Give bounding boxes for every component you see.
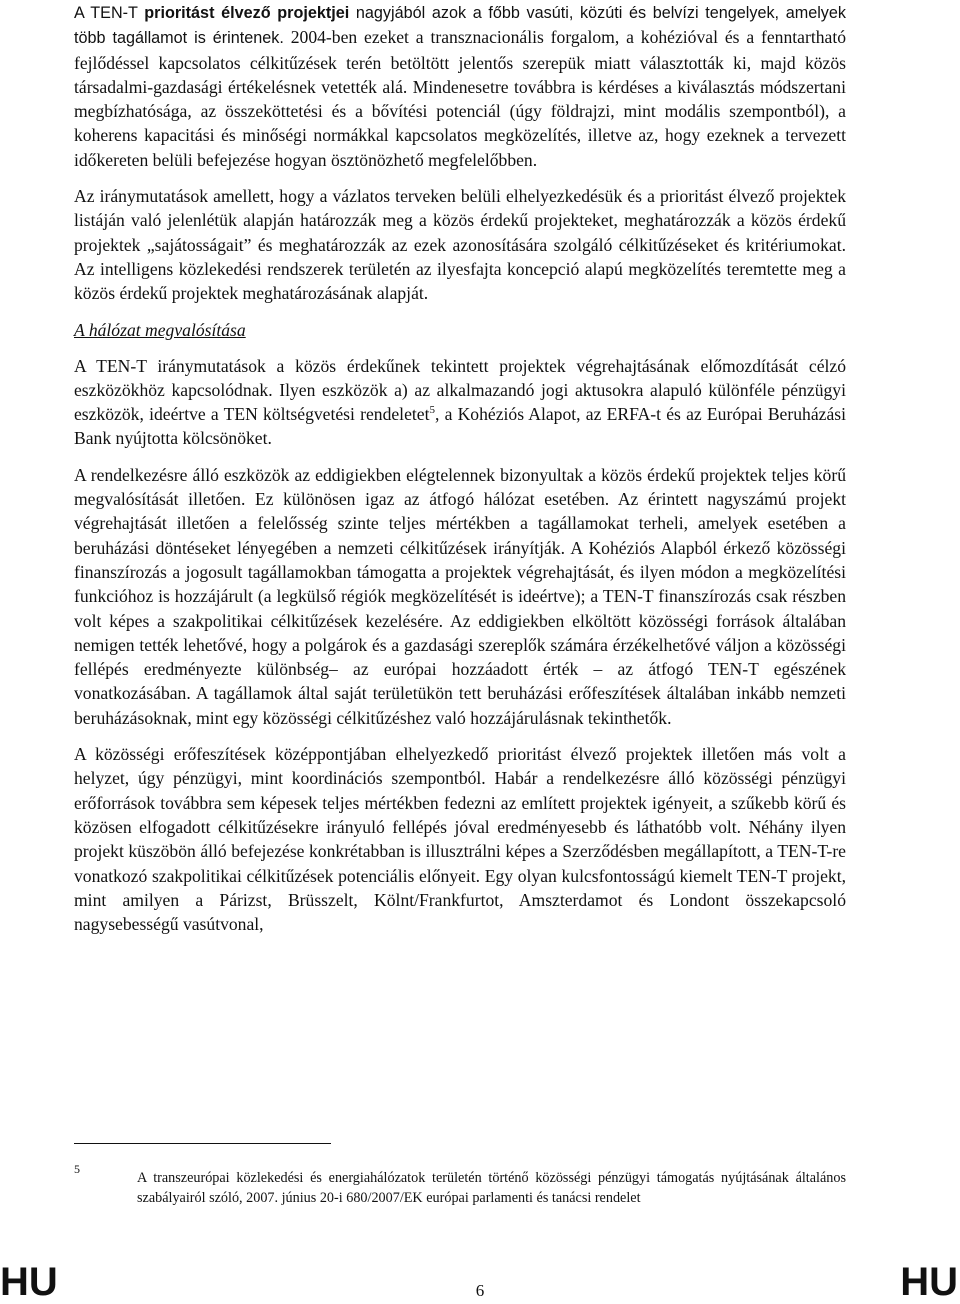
footnote-reference[interactable]: 5 [429, 404, 435, 417]
page-number: 6 [475, 1281, 485, 1300]
paragraph-community-efforts: A közösségi erőfeszítések középpontjában elhelyezkedő prioritást élvező projektek illetően más volt a helyzet, úgy pénzügyi, mint koordinációs szempontból. Habár a rendelkezésre álló közösségi pénzügyi erőforrások továbbra sem képesek teljes mértékben fedezni az említett projektek igényeit, a szűkebb körű és közösen elfogadott célkitűzésekre irányuló fellépés jóval eredményesebb és láthatóbb volt. Néhány ilyen projekt küszöbön álló befejezése konkrétabban is illusztrálni képes a Szerződésben megállapított, a TEN-T-re vonatkozó szakpolitikai célkitűzések potenciális előnyeit. Egy olyan kulcsfontosságú kiemelt TEN-T projekt, mint amilyen a Párizst, Brüsszelt, Kölnt/Frankfurtot, Amszterdamot és Londont összekapcsoló nagysebességű vasútvonal, [74, 744, 846, 935]
paragraph-run: Mindenesetre továbbra is kérdéses a kiválasztás módszertani megbízhatósága, az összeköttetési és a bővítési potenciál (úgy földrajzi, mint modális szempontból), a koherens kapacitási és minőségi normákkal kapcsolatos megközelítés, illetve az, hogy ezeknek a tervezett időkereten belüli befejezése hogyan ösztönözhető megfelelőbben. [74, 76, 846, 170]
section-heading: A hálózat megvalósítása [74, 319, 246, 340]
footnote-number: 5 [74, 1162, 80, 1176]
paragraph-run: nagyjából azok a főbb vasúti, közúti és belvízi tengelyek, amelyek több tagállamot is érintenek. [74, 4, 846, 48]
paragraph-run: A TEN-T [74, 4, 145, 22]
footnote-text: A transzeurópai közlekedési és energiahálózatok területén történő közösségi pénzügyi támogatás nyújtásának általános szabályairól szóló, 2007. június 20-i 680/2007/EK európai parlamenti és tanácsi rendelet [137, 1170, 846, 1206]
language-code-right: HU [900, 1260, 958, 1304]
paragraph-guidelines: Az iránymutatások amellett, hogy a vázlatos terveken belüli elhelyezkedésük és a prioritást élvező projektek listáján való jelenlétük alapján határozzák meg a közös érdekű projekteket, meghatározzák a közös érdekű projektek „sajátosságait” és meghatározzák az ezek azonosítására szolgáló célkitűzéseket és kritériumokat. Az intelligens közlekedési rendszerek területén az ilyesfajta koncepció alapú megközelítés teremtette meg a közös érdekű projektek meghatározásának alapját. [74, 186, 846, 304]
language-code-left: HU [0, 1260, 58, 1304]
paragraph-instruments [74, 354, 846, 451]
document-body [74, 0, 846, 936]
paragraph-priority-projects [74, 0, 846, 172]
paragraph-run: , a Kohéziós Alapot, az ERFA-t és az Európai Beruházási Bank nyújtotta kölcsönöket. [74, 404, 846, 449]
paragraph-run: 2004-ben ezeket a transznacionális forgalom, a kohézióval és a fenntartható fejlődéssel kapcsolatos célkitűzések terén betöltött jelentős szerepük miatt választották ki, majd közös társadalmi-gazdasági értékelésnek vetették alá. [74, 27, 847, 97]
paragraph-run: A TEN-T iránymutatások a közös érdekűnek tekintett projektek végrehajtásának előmozdítását célzó eszközökhöz kapcsolódnak. Ilyen eszközök a) az alkalmazandó jogi aktusokra alapuló különféle pénzügyi eszközök, ideértve a TEN költségvetési rendeletet [74, 355, 846, 425]
footnote-separator [74, 1143, 331, 1144]
paragraph-insufficient-tools: A rendelkezésre álló eszközök az eddigiekben elégtelennek bizonyultak a közös érdekű projektek teljes körű megvalósítását illetően. Ez különösen igaz az átfogó hálózat esetében. Az érintett nagyszámú projekt végrehajtását illetően a felelősség szinte teljes mértékben a tagállamokat terheli, amelyek esetében a beruházási döntéseket lényegében a nemzeti célkitűzések irányítják. A Kohéziós Alapból érkező közösségi finanszírozás a jogosult tagállamokban támogatta a projektek végrehajtását, és ilyen módon a megközelítési funkcióhoz is hozzájárult (a legkülső régiók megközelítését is ideértve); a TEN-T finanszírozás csak részben volt képes a szakpolitikai célkitűzések kezelésére. Az eddigiekben elköltött közösségi források általában nemigen tették lehetővé, hogy a polgárok és a gazdasági szereplők számára érzékelhetővé váljon a közösségi fellépés eredményezte különbség– az európai hozzáadott érték – az átfogó TEN-T egészének vonatkozásában. A tagállamok által saját területükön tett beruházási erőfeszítések általában inkább nemzeti beruházásoknak, mint egy közösségi célkitűzéshez való hozzájárulásnak tekinthetők. [74, 464, 846, 728]
bold-term: prioritást élvező projektjei [144, 4, 350, 22]
